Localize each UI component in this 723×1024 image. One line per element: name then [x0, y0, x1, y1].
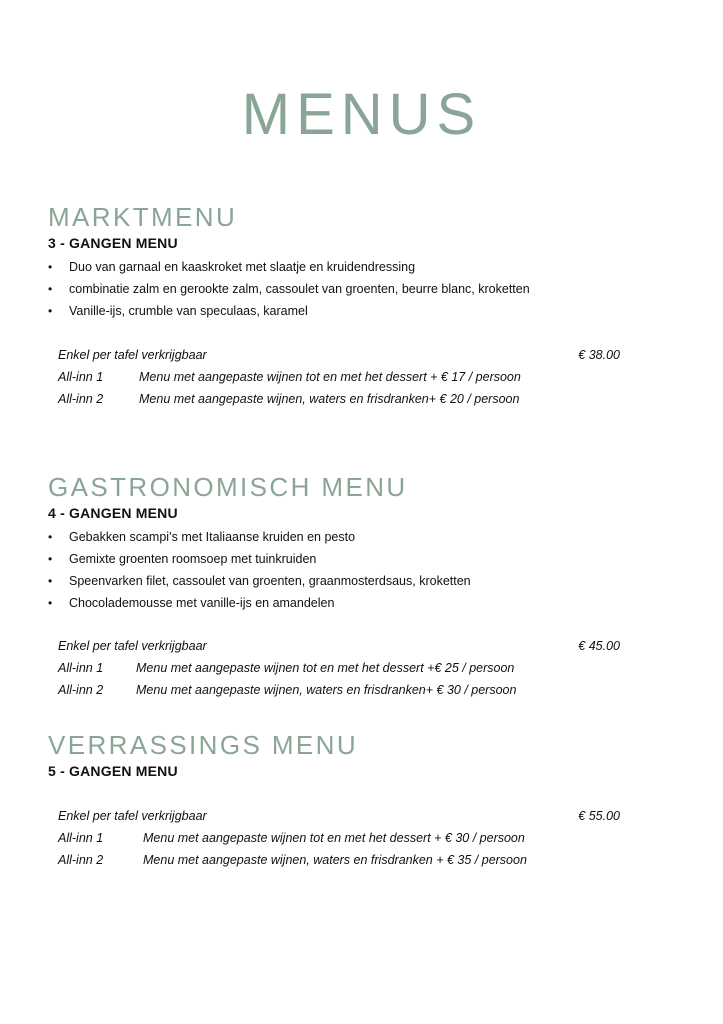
allinn-description: Menu met aangepaste wijnen, waters en frisdranken+ € 30 / persoon: [136, 683, 517, 697]
course-item: • combinatie zalm en gerookte zalm, cassoulet van groenten, beurre blanc, kroketten: [48, 278, 668, 300]
availability-row: [58, 805, 620, 827]
menu-title: VERRASSINGS MENU: [48, 730, 359, 760]
menu-section-gastronomisch: [48, 472, 668, 697]
menu-price: € 38.00: [578, 348, 620, 362]
allinn-row: [58, 827, 620, 849]
menu-title: MARKTMENU: [48, 202, 238, 232]
bullet-icon: •: [48, 260, 53, 274]
allinn-description: Menu met aangepaste wijnen tot en met het dessert + € 17 / persoon: [139, 370, 521, 384]
menu-price: € 45.00: [578, 639, 620, 653]
price-block: [58, 344, 620, 410]
bullet-icon: •: [48, 552, 53, 566]
allinn-row: [58, 657, 620, 679]
menu-subtitle: 3 - GANGEN MENU: [48, 235, 178, 251]
allinn-description: Menu met aangepaste wijnen, waters en frisdranken+ € 20 / persoon: [139, 392, 520, 406]
bullet-icon: •: [48, 574, 53, 588]
allinn-label: All-inn 2: [58, 392, 104, 406]
bullet-icon: •: [48, 282, 53, 296]
menu-section-verrassings: [48, 730, 668, 867]
allinn-row: [58, 388, 620, 410]
allinn-description: Menu met aangepaste wijnen, waters en frisdranken + € 35 / persoon: [143, 853, 527, 867]
allinn-label: All-inn 1: [58, 831, 104, 845]
bullet-icon: •: [48, 530, 53, 544]
availability-text: Enkel per tafel verkrijgbaar: [58, 348, 207, 362]
course-item: • Speenvarken filet, cassoulet van groenten, graanmosterdsaus, kroketten: [48, 570, 668, 592]
course-list: [48, 256, 668, 322]
price-block: [58, 805, 620, 871]
allinn-row: [58, 849, 620, 871]
menu-price: € 55.00: [578, 809, 620, 823]
course-item: • Gemixte groenten roomsoep met tuinkruiden: [48, 548, 668, 570]
menu-subtitle: 4 - GANGEN MENU: [48, 505, 178, 521]
allinn-description: Menu met aangepaste wijnen tot en met het dessert + € 30 / persoon: [143, 831, 525, 845]
course-item: • Vanille-ijs, crumble van speculaas, karamel: [48, 300, 668, 322]
allinn-row: [58, 679, 620, 701]
allinn-label: All-inn 2: [58, 683, 104, 697]
page-title: MENUS: [241, 82, 482, 147]
bullet-icon: •: [48, 596, 53, 610]
availability-row: [58, 344, 620, 366]
availability-text: Enkel per tafel verkrijgbaar: [58, 639, 207, 653]
allinn-label: All-inn 2: [58, 853, 104, 867]
menu-subtitle: 5 - GANGEN MENU: [48, 763, 178, 779]
menu-section-marktmenu: [48, 202, 668, 406]
bullet-icon: •: [48, 304, 53, 318]
availability-text: Enkel per tafel verkrijgbaar: [58, 809, 207, 823]
allinn-label: All-inn 1: [58, 370, 104, 384]
allinn-row: [58, 366, 620, 388]
menu-title: GASTRONOMISCH MENU: [48, 472, 408, 502]
course-item: • Duo van garnaal en kaaskroket met slaatje en kruidendressing: [48, 256, 668, 278]
course-item: • Chocolademousse met vanille-ijs en amandelen: [48, 592, 668, 614]
course-item: • Gebakken scampi’s met Italiaanse kruiden en pesto: [48, 526, 668, 548]
course-list: [48, 526, 668, 614]
price-block: [58, 635, 620, 701]
allinn-description: Menu met aangepaste wijnen tot en met het dessert +€ 25 / persoon: [136, 661, 515, 675]
availability-row: [58, 635, 620, 657]
allinn-label: All-inn 1: [58, 661, 104, 675]
